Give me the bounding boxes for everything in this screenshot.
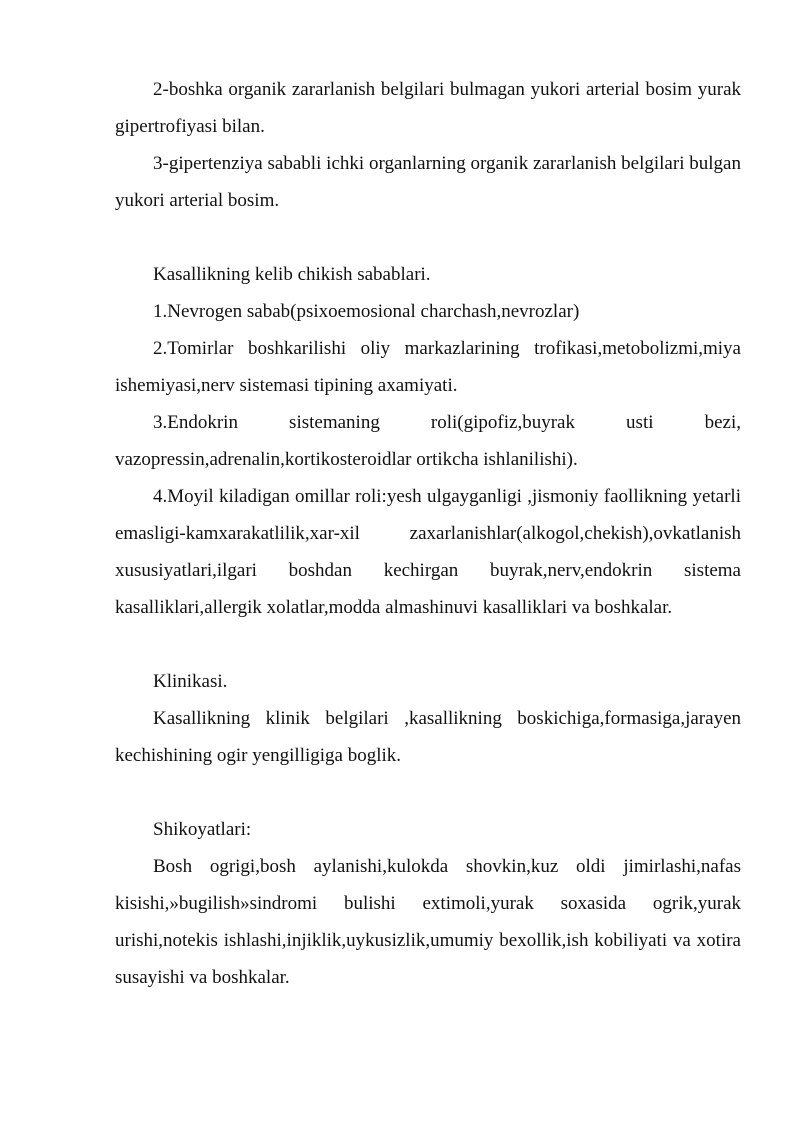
paragraph-complaints: Bosh ogrigi,bosh aylanishi,kulokda shovkin,kuz oldi jimirlashi,nafas kisishi,»bugilish»sindromi bulishi extimoli,yurak soxasida ogrik,yurak urishi,notekis ishlashi,injiklik,uykusizlik,umumiy bexollik,ish kobiliyati va xotira susayishi va boshkalar. — [115, 856, 741, 988]
paragraph-cause-2: 2.Tomirlar boshkarilishi oliy markazlarining trofikasi,metobolizmi,miya ishemiyasi,nerv sistemasi tipining axamiyati. — [115, 338, 741, 396]
paragraph-cause-3: 3.Endokrin sistemaning roli(gipofiz,buyrak usti bezi, vazopressin,adrenalin,kortikosteroidlar ortikcha ishlanilishi). — [115, 412, 741, 470]
paragraph-hypertension-stage-2: 2-boshka organik zararlanish belgilari bulmagan yukori arterial bosim yurak gipertrofiyasi bilan. — [115, 79, 741, 137]
heading-clinic: Klinikasi. — [153, 671, 228, 692]
heading-causes: Kasallikning kelib chikish sabablari. — [153, 264, 431, 285]
paragraph-hypertension-stage-3: 3-gipertenziya sababli ichki organlarning organik zararlanish belgilari bulgan yukori arterial bosim. — [115, 153, 741, 211]
paragraph-cause-1: 1.Nevrogen sabab(psixoemosional charchash,nevrozlar) — [153, 301, 580, 322]
heading-complaints: Shikoyatlari: — [153, 819, 252, 840]
paragraph-cause-4: 4.Moyil kiladigan omillar roli:yesh ulgayganligi ,jismoniy faollikning yetarli emasligi-kamxarakatlilik,xar-xil zaxarlanishlar(alkogol,chekish),ovkatlanish xususiyatlari,ilgari boshdan kechirgan buyrak,nerv,endokrin sistema kasalliklari,allergik xolatlar,modda almashinuvi kasalliklari va boshkalar. — [115, 486, 741, 618]
paragraph-clinic-description: Kasallikning klinik belgilari ,kasallikning boskichiga,formasiga,jarayen kechishining ogir yengilligiga boglik. — [115, 708, 741, 766]
